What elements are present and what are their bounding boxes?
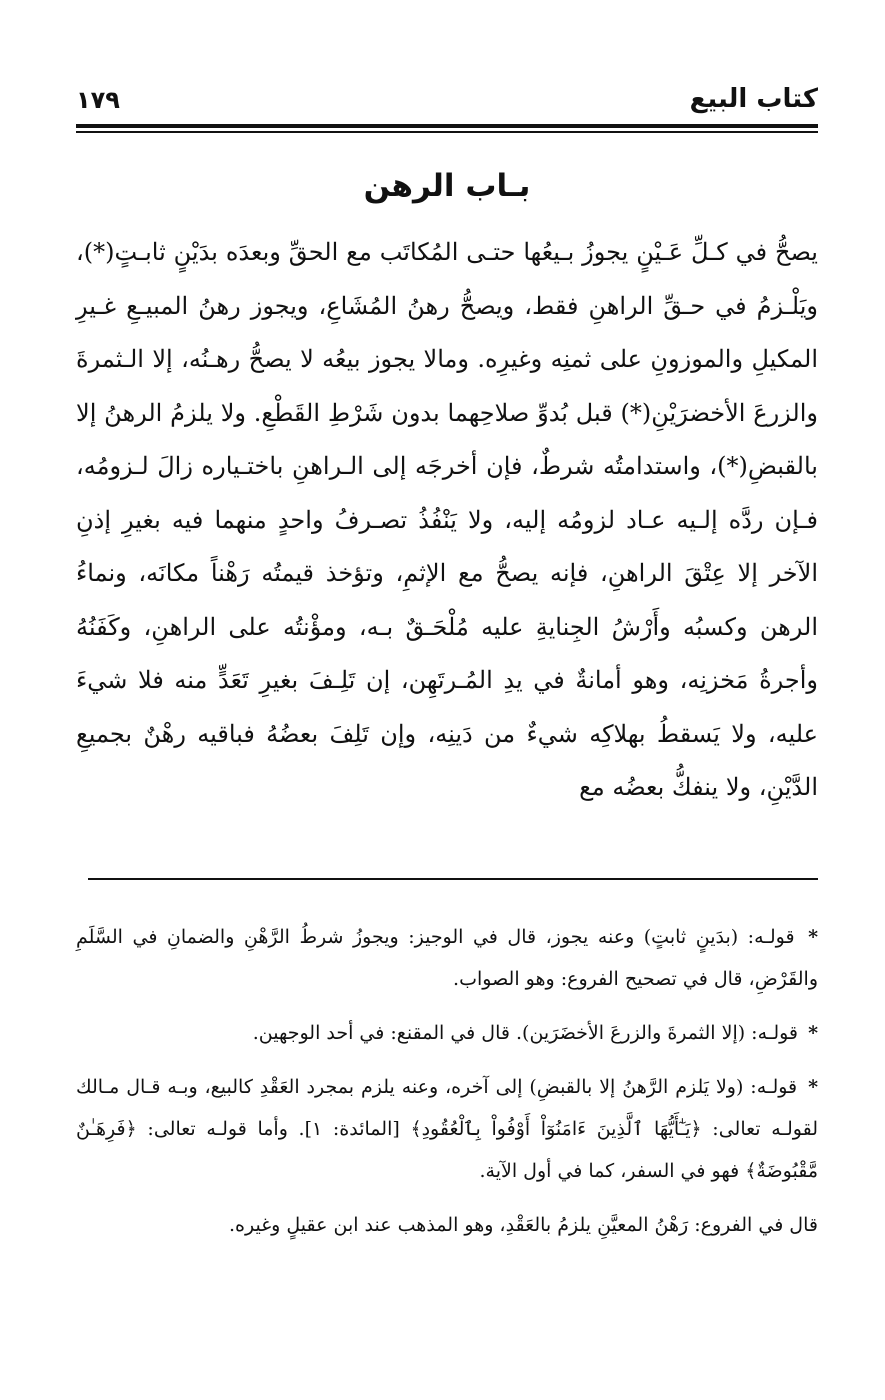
footnote-item — [76, 1066, 818, 1192]
footnote-marker: * — [808, 1022, 818, 1044]
footnote-text: قولـه: (ولا يَلزم الرَّهنُ إلا بالقبضِ) إلى آخره، وعنه يلزم بمجرد العَقْدِ كالبيع، وبـه قـال مـالك لقولـه تعالى: ﴿يَـٰٓأَيُّهَا ٱلَّذِينَ ءَامَنُوٓاْ أَوْفُواْ بِٱلْعُقُودِ﴾ [المائدة: ١]. وأما قولـه تعالى: ﴿فَرِهَـٰنٌ مَّقْبُوضَةٌ﴾ فهو في السفر، كما في أول الآية. — [76, 1076, 818, 1182]
footnote-item — [76, 916, 818, 1000]
footnote-item — [76, 1204, 818, 1246]
footnote-marker: * — [808, 926, 818, 948]
running-header — [76, 84, 818, 120]
chapter-title: بـاب الرهن — [363, 168, 531, 204]
footnotes-section — [76, 916, 818, 1258]
footnote-item — [76, 1012, 818, 1054]
running-header-title: كتاب البيع — [689, 84, 818, 114]
footnote-marker: * — [808, 1076, 818, 1098]
footnote-separator — [88, 878, 818, 880]
footnote-text: قولـه: (إلا الثمرةَ والزرعَ الأخضَرَين). قال في المقنع: في أحد الوجهين. — [252, 1022, 799, 1044]
footnote-text: قولـه: (بدَينٍ ثابتٍ) وعنه يجوز، قال في الوجيز: ويجوزُ شرطُ الرَّهْنِ والضمانِ في السَّلَمِ والقَرْضِ، قال في تصحيح الفروع: وهو الصواب. — [76, 926, 818, 990]
page-number: ١٧٩ — [76, 86, 120, 114]
footnote-text: قال في الفروع: رَهْنُ المعيَّنِ يلزمُ بالعَقْدِ، وهو المذهب عند ابن عقيلٍ وغيره. — [229, 1214, 818, 1236]
header-rule-thin — [76, 131, 818, 133]
header-rule-thick — [76, 124, 818, 128]
main-body-text: يصحُّ في كـلِّ عَـيْنٍ يجوزُ بـيعُها حتـى المُكاتَب مع الحقِّ وبعدَه بدَيْنٍ ثابـتٍ(*)، ويَلْـزمُ في حـقِّ الراهنِ فقط، ويصحُّ رهنُ المُشَاعِ، ويجوز رهنُ المبيـعِ غـيرِ المكيلِ والموزونِ على ثمنِه وغيرِه. ومالا يجوز بيعُه لا يصحُّ رهـنُه، إلا الـثمرةَ والزرعَ الأخضرَيْنِ(*) قبل بُدوِّ صلاحِهما بدون شَرْطِ القَطْعِ. ولا يلزمُ الرهنُ إلا بالقبضِ(*)، واستدامتُه شرطٌ، فإن أخرجَه إلى الـراهنِ باختـياره زالَ لـزومُه، فـإن ردَّه إلـيه عـاد لزومُه إليه، ولا يَنْفُذُ تصـرفُ واحدٍ منهما فيه بغيرِ إذنِ الآخر إلا عِتْقَ الراهنِ، فإنه يصحُّ مع الإثمِ، وتؤخذ قيمتُه رَهْناً مكانَه، ونماءُ الرهن وكسبُه وأَرْشُ الجِنايةِ عليه مُلْحَـقٌ بـه، ومؤْنتُه على الراهنِ، وكَفَنُهُ وأجرةُ مَخزنِه، وهو أمانةٌ في يدِ المُـرتَهِن، إن تَلِـفَ بغيرِ تَعَدٍّ منه فلا شيءَ عليه، ولا يَسقطُ بهلاكِه شيءٌ من دَينِه، وإن تَلِفَ بعضُهُ فباقيه رهْنٌ بجميعِ الدَّيْنِ، ولا ينفكُّ بعضُه مع — [76, 238, 818, 801]
